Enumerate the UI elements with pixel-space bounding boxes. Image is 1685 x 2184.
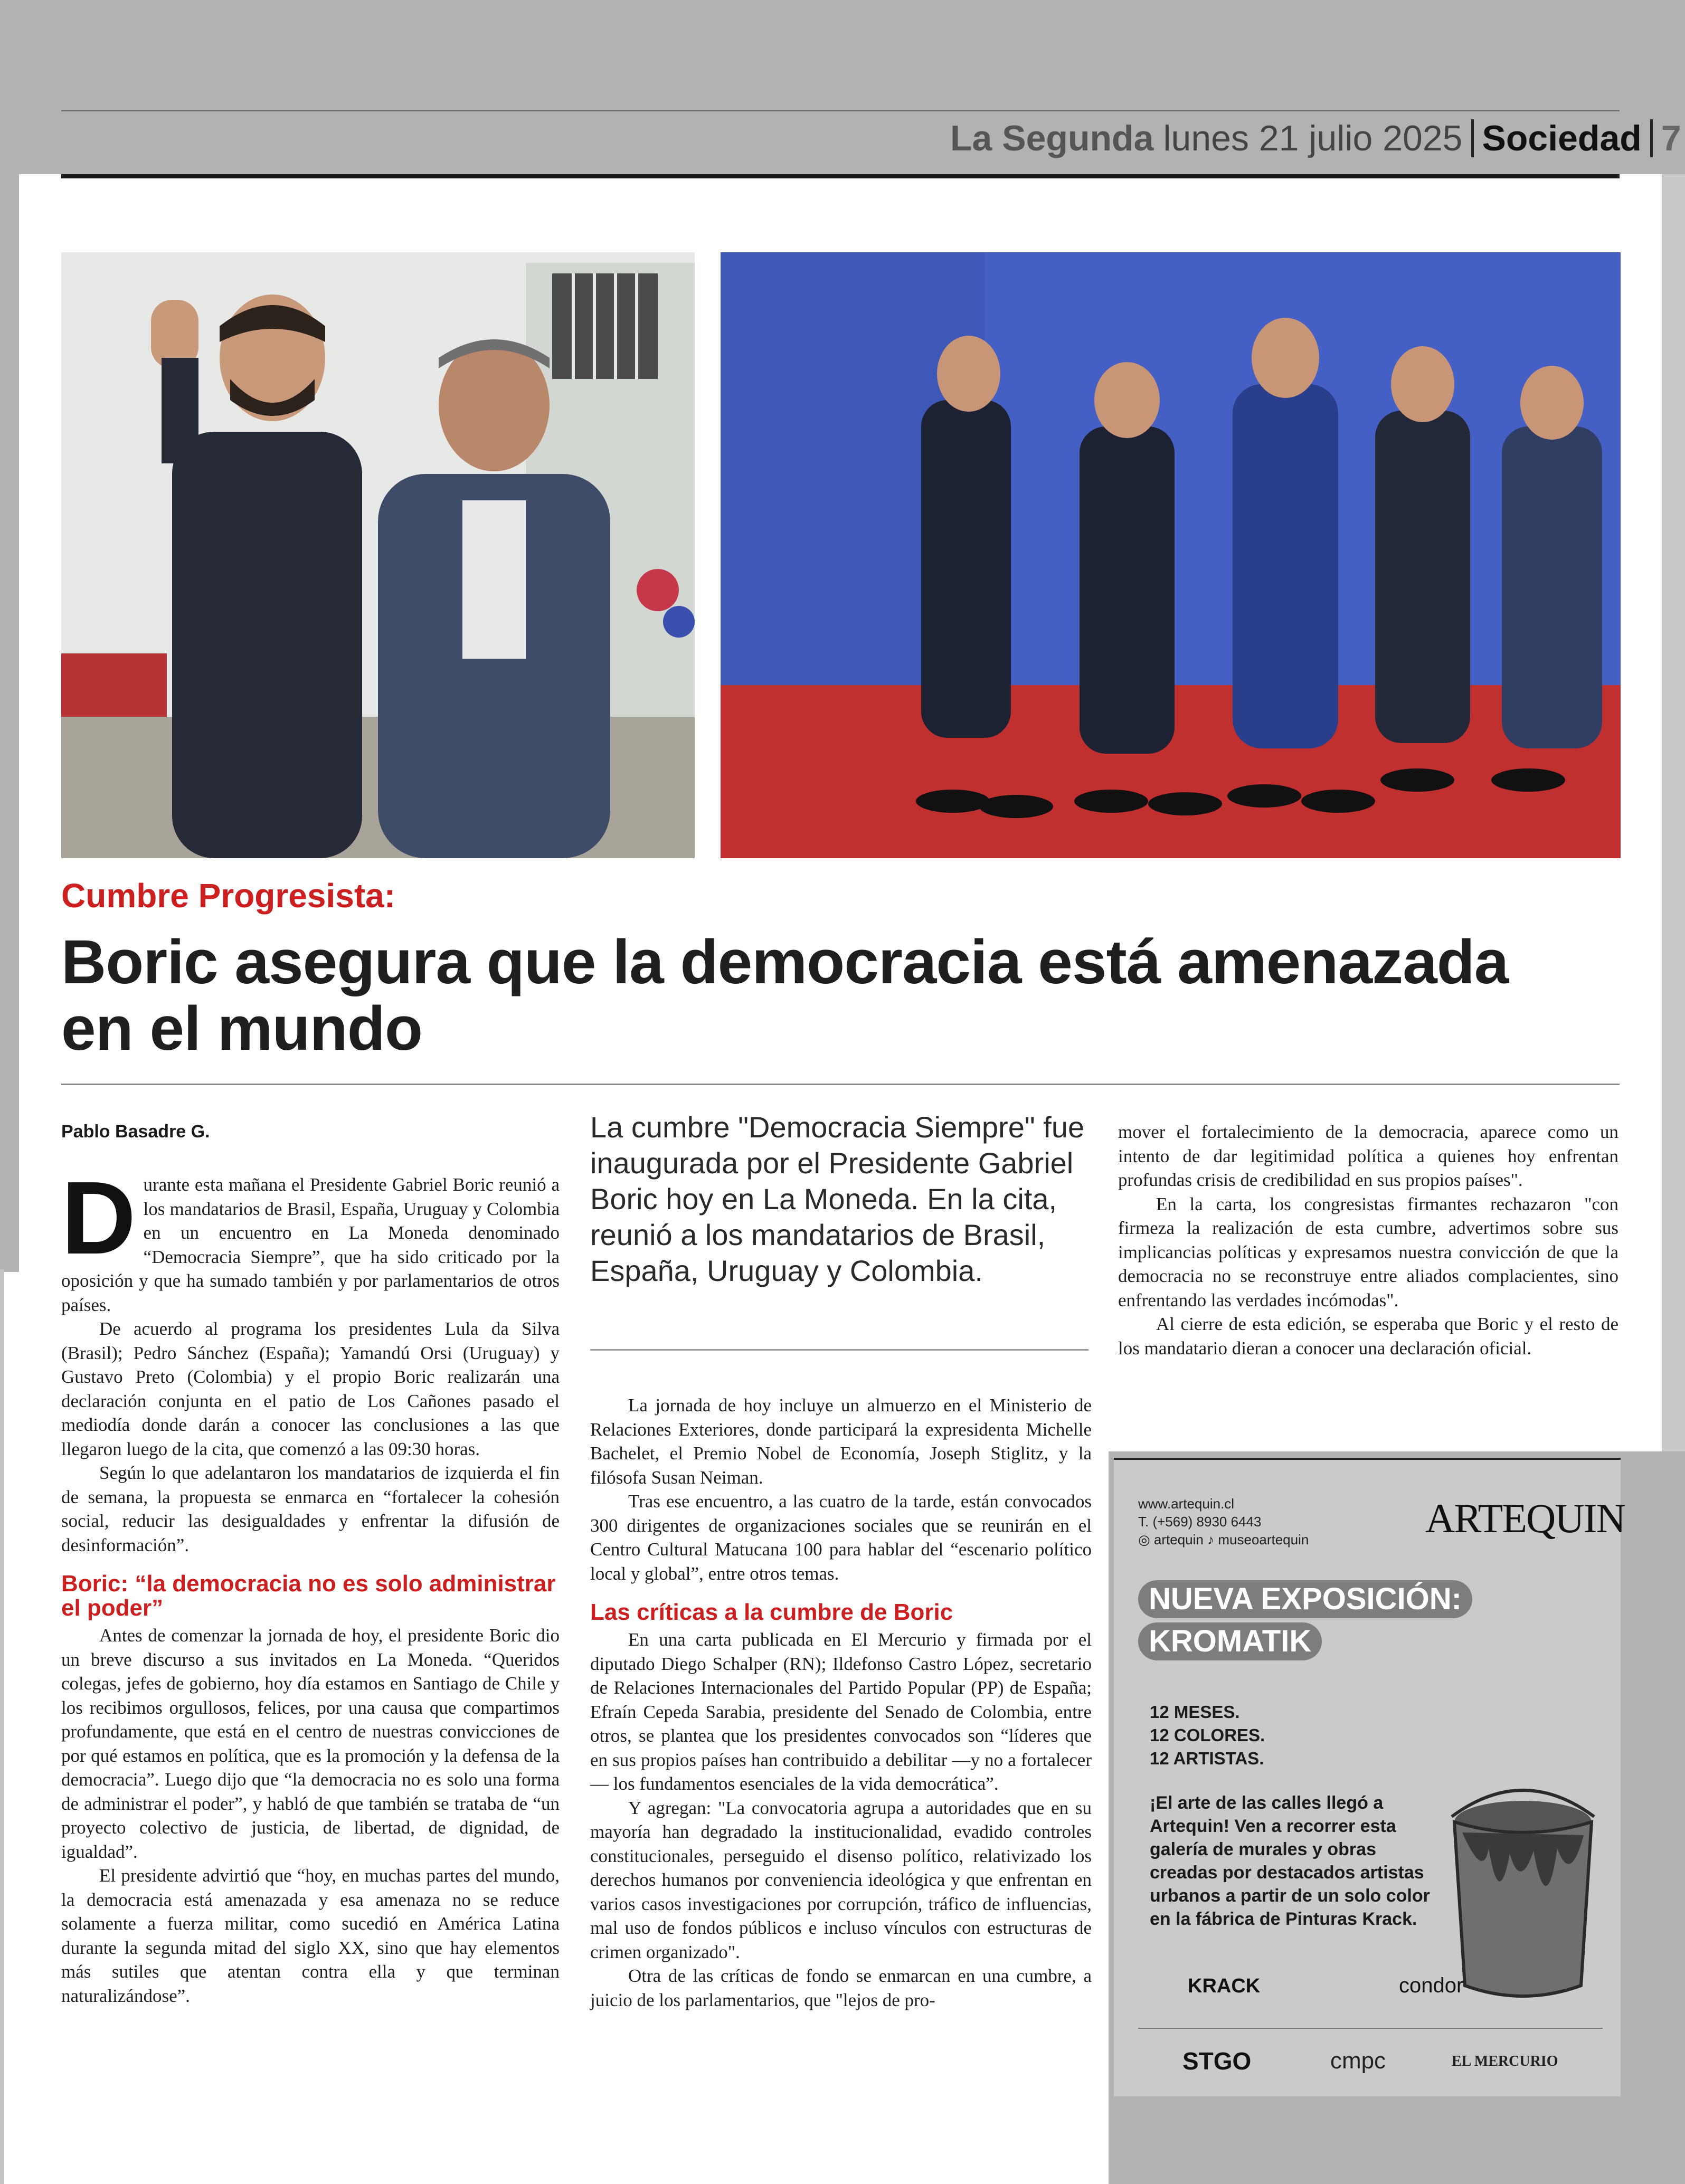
artequin-logo: ARTEQUIN: [1425, 1495, 1625, 1541]
paint-bucket-icon: [1441, 1785, 1605, 2012]
article-paragraph: Al cierre de esta edición, se esperaba que Boric y el resto de los mandatario dieran a conocer una declaración oficial.: [1118, 1314, 1618, 1359]
article-subhead: Boric: “la democracia no es solo administrar el poder”: [61, 1571, 556, 1621]
article-paragraph: El presidente advirtió que “hoy, en muchas partes del mundo, la democracia está amenazada y esa amenaza no se reduce solamente a fuerza militar, como sucedió en América Latina durante la segunda mitad del siglo XX, sino que hay elementos más sutiles que atentan contra ella y que terminan naturalizándose”.: [61, 1865, 560, 2006]
ad-exhibition-label: NUEVA EXPOSICIÓN:: [1138, 1580, 1472, 1618]
scan-margin-left: [0, 0, 19, 1272]
article-subhead: Las críticas a la cumbre de Boric: [590, 1599, 953, 1625]
instagram-icon: ◎: [1138, 1532, 1154, 1547]
headline-rule: [61, 1084, 1620, 1085]
photo-boric-petro: [61, 252, 695, 858]
article-paragraph: Según lo que adelantaron los mandatarios de izquierda el fin de semana, la propuesta se enmarca en “fortalecer la cohesión social, reducir las desigualdades y enfrentar la difusión de desinformación”.: [61, 1463, 560, 1555]
article-column-1: [61, 1160, 560, 2008]
article-column-2: [590, 1393, 1092, 2012]
headline: Boric asegura que la democracia está amenazada en el mundo: [61, 927, 1509, 1063]
sponsor-cmpc: cmpc: [1330, 2048, 1386, 2074]
newspaper-name: La Segunda: [950, 118, 1154, 158]
headline-kicker: Cumbre Progresista:: [61, 877, 396, 915]
ad-exhibition-name: KROMATIK: [1138, 1622, 1322, 1660]
scan-margin-left-lower: [0, 1269, 4, 2184]
paragraph-text: urante esta mañana el Presidente Gabriel Boric reunió a los mandatarios de Brasil, España, Uruguay y Colombia en un encuentro en La Moneda denominado “Democracia Siempre”, que ha sido criticado por la oposición y que ha sumado también y por parlamentarios de otros países.: [61, 1174, 560, 1315]
sponsor-el-mercurio: EL MERCURIO: [1452, 2053, 1558, 2069]
byline: Pablo Basadre G.: [61, 1122, 210, 1142]
article-paragraph: La jornada de hoy incluye un almuerzo en el Ministerio de Relaciones Exteriores, donde participará la expresidenta Michelle Bachelet, el Premio Nobel de Economía, Joseph Stiglitz, y la filósofa Susan Neiman.: [590, 1395, 1092, 1488]
article-paragraph: mover el fortalecimiento de la democracia, aparece como un intento de dar legitimidad política a quienes hoy enfrentan profundas crisis de credibilidad en sus propios países".: [1118, 1122, 1618, 1190]
header-rule: [61, 174, 1620, 178]
issue-date: lunes 21 julio 2025: [1163, 118, 1463, 158]
photo-leaders-walking: [721, 252, 1621, 858]
drop-cap: D: [61, 1160, 136, 1276]
article-paragraph: En la carta, los congresistas firmantes rechazaron "con firmeza la realización de esta cumbre, advertimos sobre sus implicancias políticas y expresamos nuestra convicción de que la democracia no se reconstruye entre aliados complacientes, sino enfrentando las verdades incómodas".: [1118, 1193, 1618, 1311]
ad-body-text: ¡El arte de las calles llegó a Artequin! Ven a recorrer esta galería de murales y obras creadas por destacados artistas urbanos a partir de un solo color en la fábrica de Pinturas Krack.: [1150, 1793, 1430, 1929]
photo-boric-petro-illustration: [61, 252, 695, 858]
article-paragraph: [61, 1160, 560, 1317]
deck-rule: [590, 1349, 1088, 1351]
ad-tagline-line: 12 MESES.: [1150, 1702, 1240, 1722]
scan-margin-right: [1662, 174, 1685, 1451]
page-number: 7: [1661, 118, 1681, 158]
masthead: [950, 117, 1681, 159]
article-paragraph: En una carta publicada en El Mercurio y firmada por el diputado Diego Schalper (RN); Ildefonso Castro López, secretario de Relaciones Internacionales del Partido Popular (PP) de España; Efraín Cepeda Sarabia, presidente del Senado de Colombia, entre otros, se plantea que los presidentes convocados son “líderes que en sus propios países han contribuido a debilitar —y no a fortalecer— los fundamentos esenciales de la vida democrática”.: [590, 1629, 1092, 1794]
article-deck: La cumbre "Democracia Siempre" fue inaugurada por el Presidente Gabriel Boric hoy en La Moneda. En la cita, reunió a los mandatarios de Brasil, España, Uruguay y Colombia.: [590, 1110, 1085, 1287]
sponsor-krack: KRACK: [1188, 1975, 1261, 1997]
ad-sponsor-rule: [1138, 2028, 1603, 2029]
ad-contact: [1138, 1495, 1309, 1549]
artequin-advertisement[interactable]: [1114, 1458, 1625, 2096]
masthead-separator: [1471, 119, 1474, 157]
ad-tagline: [1150, 1701, 1265, 1770]
article-paragraph: Antes de comenzar la jornada de hoy, el presidente Boric dio un breve discurso a sus invitados en La Moneda. “Queridos colegas, jefes de gobierno, hoy día estamos en Santiago de Chile y los recibimos orgullosos, felices, por una causa que compartimos profundamente, que está en el centro de nuestras convicciones de por qué estamos en política, que es la promoción y la defensa de la democracia”. Luego dijo que “la democracia no es solo una forma de administrar el poder”, y habló de que también se trataba de “un proyecto colectivo de justicia, de libertad, de dignidad, de igualdad”.: [61, 1625, 560, 1862]
ad-social: [1138, 1531, 1309, 1549]
masthead-separator: [1650, 119, 1653, 157]
ad-top-rule: [1114, 1458, 1621, 1460]
ad-social-handles: artequin ♪ museoartequin: [1153, 1532, 1309, 1547]
article-paragraph: Y agregan: "La convocatoria agrupa a autoridades que en su mayoría han degradado la institucionalidad, evadido controles constitucionales, perseguido el disenso político, relativizado los derechos humanos por conveniencia ideológica y que enfrentan en varios casos investigaciones por corrupción, tráfico de influencias, mal uso de fondos públicos e incluso vínculos con estructuras de crimen organizado".: [590, 1797, 1092, 1962]
header-rule-top: [61, 110, 1620, 111]
article-paragraph: Otra de las críticas de fondo se enmarcan en una cumbre, a juicio de los parlamentarios, que "lejos de pro-: [590, 1965, 1092, 2010]
ad-tagline-line: 12 ARTISTAS.: [1150, 1749, 1264, 1768]
section-name: Sociedad: [1482, 118, 1642, 158]
sponsor-condor: condor: [1399, 1974, 1464, 1997]
article-paragraph: Tras ese encuentro, a las cuatro de la tarde, están convocados 300 dirigentes de organizaciones sociales que se reunirán en el Centro Cultural Matucana 100 para hablar del “escenario político local y global”, entre otros temas.: [590, 1491, 1092, 1584]
article-column-3: [1118, 1120, 1618, 1360]
ad-phone: T. (+569) 8930 6443: [1138, 1514, 1262, 1530]
article-paragraph: De acuerdo al programa los presidentes Lula da Silva (Brasil); Pedro Sánchez (España); Yamandú Orsi (Uruguay) y Gustavo Preto (Colombia) y el propio Boric realizarán una declaración conjunta en el patio de Los Cañones pasado el mediodía donde darán a conocer las conclusiones a las que llegaron luego de la cita, que comenzó a las 09:30 horas.: [61, 1318, 560, 1459]
ad-tagline-line: 12 COLORES.: [1150, 1725, 1265, 1745]
photo-leaders-walking-illustration: [721, 252, 1621, 858]
sponsor-stgo: STGO: [1182, 2047, 1252, 2075]
ad-website[interactable]: www.artequin.cl: [1138, 1496, 1235, 1512]
